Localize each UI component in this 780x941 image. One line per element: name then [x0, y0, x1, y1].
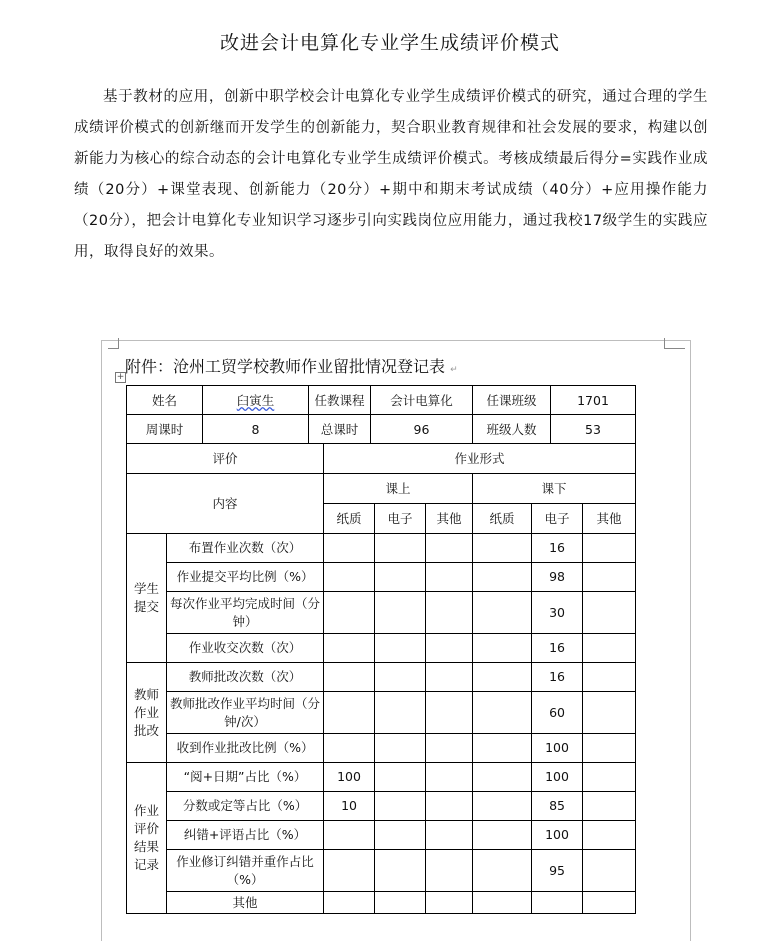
row-value-cell: 85	[532, 792, 583, 821]
row-value-cell: 16	[532, 634, 583, 663]
row-value-cell	[426, 850, 473, 892]
course-value: 会计电算化	[371, 386, 473, 415]
row-value-cell	[473, 592, 532, 634]
row-value-cell	[583, 821, 636, 850]
row-item-label: 教师批改次数（次）	[167, 663, 324, 692]
row-value-cell	[473, 892, 532, 914]
row-value-cell	[324, 821, 375, 850]
row-value-cell: 100	[532, 821, 583, 850]
row-value-cell	[583, 563, 636, 592]
table-row	[127, 850, 636, 892]
class-size-label: 班级人数	[473, 415, 551, 444]
row-value-cell	[473, 850, 532, 892]
group-label-line: 评价	[133, 821, 159, 836]
row-value-cell	[473, 692, 532, 734]
paper-header: 纸质	[324, 504, 375, 534]
row-value-cell	[426, 534, 473, 563]
row-value-cell	[324, 692, 375, 734]
group-label-line: 作业	[133, 803, 159, 818]
table-row	[127, 763, 636, 792]
row-value-cell	[375, 792, 426, 821]
row-item-label: 作业提交平均比例（%）	[167, 563, 324, 592]
name-label: 姓名	[127, 386, 203, 415]
content-header: 内容	[127, 474, 324, 534]
row-value-cell	[426, 663, 473, 692]
row-value-cell	[324, 634, 375, 663]
crop-mark-top-left	[108, 338, 119, 349]
class-label: 任课班级	[473, 386, 551, 415]
group-label-line: 教师	[133, 686, 159, 702]
row-value-cell	[324, 592, 375, 634]
row-value-cell	[324, 734, 375, 763]
table-row	[127, 563, 636, 592]
in-class-header: 课上	[324, 474, 473, 504]
header-row-1	[127, 444, 636, 474]
row-value-cell	[324, 563, 375, 592]
row-value-cell	[473, 792, 532, 821]
row-value-cell	[426, 692, 473, 734]
row-value-cell	[324, 850, 375, 892]
row-value-cell	[426, 563, 473, 592]
row-value-cell	[583, 850, 636, 892]
row-value-cell	[375, 534, 426, 563]
table-row	[127, 792, 636, 821]
total-hours-label: 总课时	[309, 415, 371, 444]
row-value-cell	[375, 734, 426, 763]
after-class-header: 课下	[473, 474, 636, 504]
form-title-text: 附件：沧州工贸学校教师作业留批情况登记表	[125, 357, 446, 376]
row-value-cell	[583, 634, 636, 663]
row-value-cell	[426, 634, 473, 663]
row-value-cell	[426, 734, 473, 763]
table-row	[127, 592, 636, 634]
group-student-submission	[127, 534, 167, 663]
group-label-line: 作业	[133, 704, 159, 720]
group-label-line: 学生	[133, 581, 159, 596]
row-value-cell	[375, 892, 426, 914]
total-hours-value: 96	[371, 415, 473, 444]
group-result-record	[127, 763, 167, 914]
row-value-cell	[583, 663, 636, 692]
row-value-cell: 30	[532, 592, 583, 634]
row-value-cell: 60	[532, 692, 583, 734]
row-item-label: 分数或定等占比（%）	[167, 792, 324, 821]
row-value-cell: 100	[532, 763, 583, 792]
course-label: 任教课程	[309, 386, 371, 415]
row-item-label: 作业收交次数（次）	[167, 634, 324, 663]
row-value-cell	[583, 692, 636, 734]
info-row-2	[127, 415, 636, 444]
form-header: 作业形式	[324, 444, 636, 474]
row-value-cell	[583, 592, 636, 634]
weekly-hours-value: 8	[203, 415, 309, 444]
group-teacher-grading	[127, 663, 167, 763]
row-value-cell	[375, 592, 426, 634]
row-value-cell	[375, 663, 426, 692]
row-value-cell: 10	[324, 792, 375, 821]
paper-header: 纸质	[473, 504, 532, 534]
row-item-label: 布置作业次数（次）	[167, 534, 324, 563]
class-size-value: 53	[551, 415, 636, 444]
group-label-line: 结果	[133, 839, 159, 854]
row-value-cell	[473, 734, 532, 763]
row-value-cell	[583, 734, 636, 763]
table-row	[127, 892, 636, 914]
other-header: 其他	[583, 504, 636, 534]
evaluation-table	[126, 443, 636, 914]
table-row	[127, 634, 636, 663]
row-value-cell: 100	[532, 734, 583, 763]
row-item-label: 教师批改作业平均时间（分钟/次）	[167, 692, 324, 734]
row-value-cell	[473, 563, 532, 592]
row-value-cell	[426, 792, 473, 821]
row-value-cell	[375, 634, 426, 663]
row-value-cell	[473, 763, 532, 792]
row-value-cell	[473, 534, 532, 563]
row-value-cell	[473, 821, 532, 850]
weekly-hours-label: 周课时	[127, 415, 203, 444]
row-value-cell	[375, 692, 426, 734]
table-move-handle-icon[interactable]: +	[116, 372, 125, 382]
table-row	[127, 734, 636, 763]
row-item-label: 纠错+评语占比（%）	[167, 821, 324, 850]
group-label-line: 提交	[133, 599, 159, 614]
row-item-label: 收到作业批改比例（%）	[167, 734, 324, 763]
row-item-label: 每次作业平均完成时间（分钟）	[167, 592, 324, 634]
info-row-1	[127, 386, 636, 415]
row-value-cell	[324, 663, 375, 692]
row-value-cell: 16	[532, 534, 583, 563]
electronic-header: 电子	[532, 504, 583, 534]
table-row	[127, 534, 636, 563]
row-item-label: “阅+日期”占比（%）	[167, 763, 324, 792]
row-value-cell	[375, 821, 426, 850]
form-title	[125, 354, 458, 377]
row-value-cell	[583, 892, 636, 914]
row-value-cell: 100	[324, 763, 375, 792]
row-value-cell	[473, 634, 532, 663]
row-value-cell	[375, 850, 426, 892]
paragraph-mark-icon: ↵	[450, 365, 458, 375]
row-item-label: 作业修订纠错并重作占比（%）	[167, 850, 324, 892]
row-value-cell	[426, 763, 473, 792]
row-value-cell: 16	[532, 663, 583, 692]
row-value-cell: 95	[532, 850, 583, 892]
row-value-cell	[375, 763, 426, 792]
body-paragraph: 基于教材的应用，创新中职学校会计电算化专业学生成绩评价模式的研究，通过合理的学生成绩评价模式的创新继而开发学生的创新能力，契合职业教育规律和社会发展的要求，构建以创新能力为核心的综合动态的会计电算化专业学生成绩评价模式。考核成绩最后得分=实践作业成绩（20分）+课堂表现、创新能力（20分）+期中和期末考试成绩（40分）+应用操作能力（20分），把会计电算化专业知识学习逐步引向实践岗位应用能力，通过我校17级学生的实践应用，取得良好的效果。	[74, 89, 708, 260]
row-value-cell	[426, 821, 473, 850]
row-value-cell	[532, 892, 583, 914]
group-label-line: 批改	[133, 722, 159, 738]
row-value-cell	[375, 563, 426, 592]
info-table	[126, 385, 636, 444]
table-row	[127, 663, 636, 692]
name-value: 臼寅生	[203, 386, 309, 415]
row-value-cell	[473, 663, 532, 692]
table-row	[127, 692, 636, 734]
row-value-cell	[426, 592, 473, 634]
row-value-cell	[426, 892, 473, 914]
row-value-cell	[583, 763, 636, 792]
electronic-header: 电子	[375, 504, 426, 534]
crop-mark-top-right	[664, 338, 685, 349]
row-value-cell	[324, 892, 375, 914]
group-label-line: 记录	[133, 857, 159, 872]
other-header: 其他	[426, 504, 473, 534]
row-value-cell	[583, 534, 636, 563]
row-value-cell	[583, 792, 636, 821]
table-row	[127, 821, 636, 850]
row-item-label: 其他	[167, 892, 324, 914]
document-title: 改进会计电算化专业学生成绩评价模式	[219, 32, 560, 54]
row-value-cell	[324, 534, 375, 563]
eval-header: 评价	[127, 444, 324, 474]
header-row-2	[127, 474, 636, 504]
class-value: 1701	[551, 386, 636, 415]
row-value-cell: 98	[532, 563, 583, 592]
